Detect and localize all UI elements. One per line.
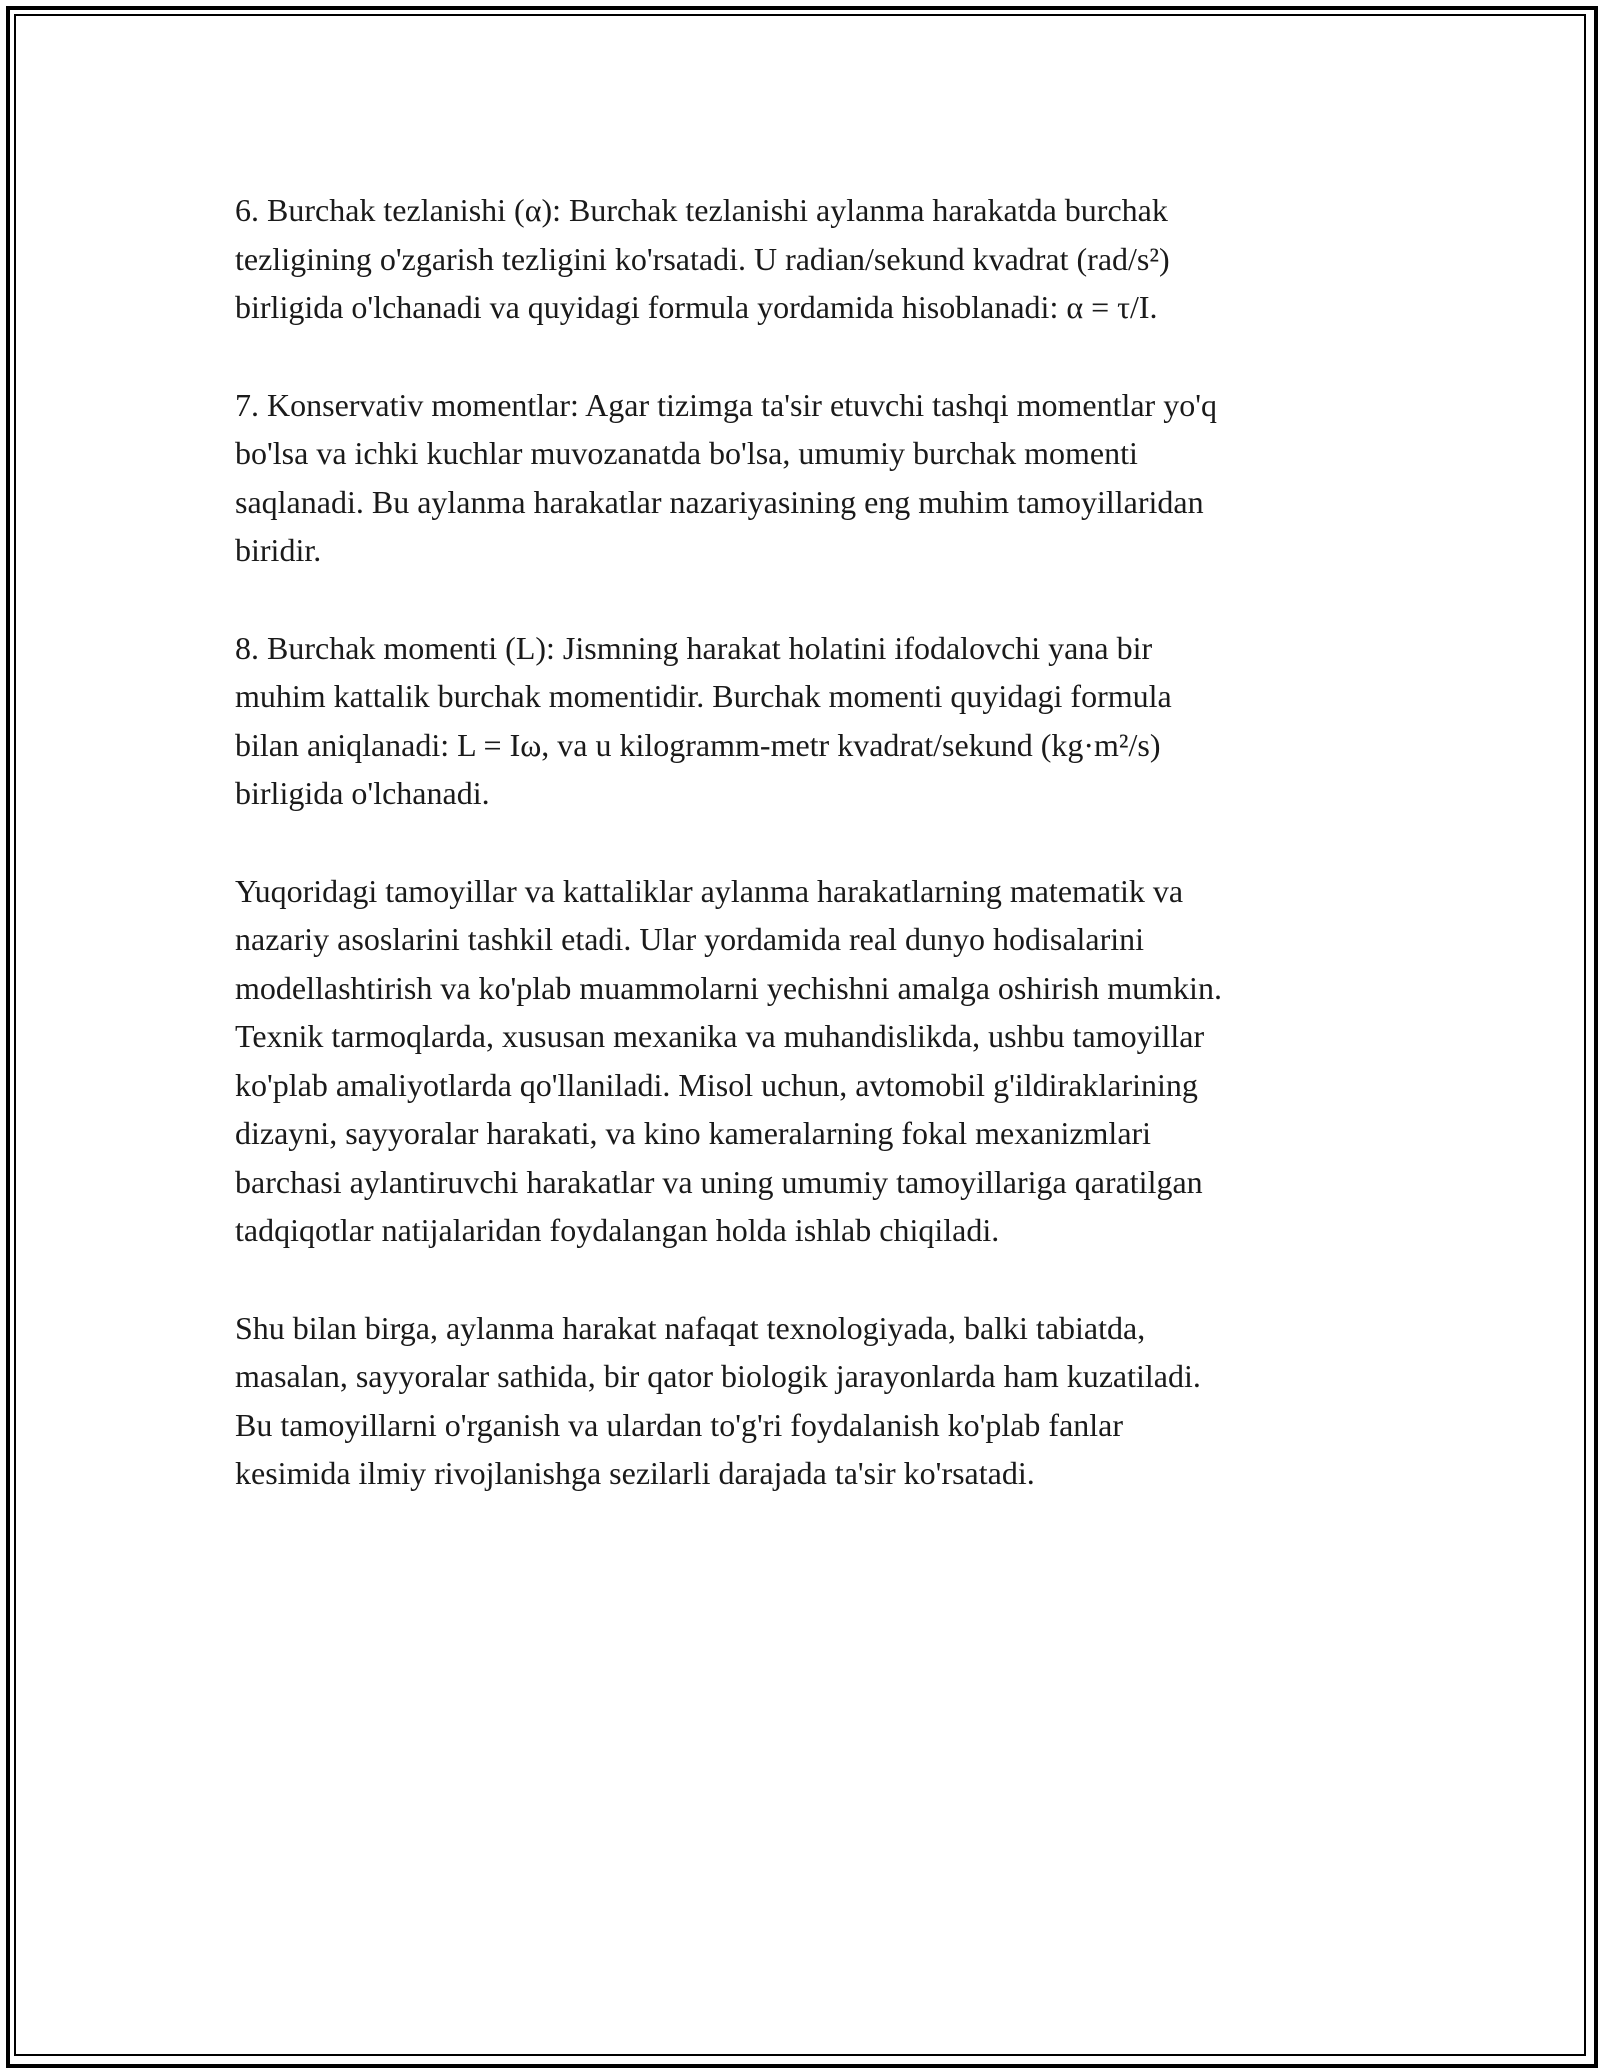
text-line: tezligining o'zgarish tezligini ko'rsatadi. U radian/sekund kvadrat (rad/s²): [235, 240, 1170, 277]
text-line: ko'plab amaliyotlarda qo'llaniladi. Misol uchun, avtomobil g'ildiraklarining: [235, 1066, 1198, 1103]
text-line: birligida o'lchanadi va quyidagi formula yordamida hisoblanadi: α = τ/I.: [235, 289, 1158, 325]
text-line: saqlanadi. Bu aylanma harakatlar nazariyasining eng muhim tamoyillaridan: [235, 483, 1204, 520]
paragraph-conclusion: [235, 1304, 1375, 1498]
paragraph-angular-momentum: [235, 624, 1375, 818]
text-line: birligida o'lchanadi.: [235, 775, 490, 811]
text-line: 7. Konservativ momentlar: Agar tizimga ta'sir etuvchi tashqi momentlar yo'q: [235, 386, 1217, 423]
text-line: bo'lsa va ichki kuchlar muvozanatda bo'lsa, umumiy burchak momenti: [235, 435, 1138, 471]
text-line: Yuqoridagi tamoyillar va kattaliklar aylanma harakatlarning matematik va: [235, 872, 1184, 909]
text-line: barchasi aylantiruvchi harakatlar va uning umumiy tamoyillariga qaratilgan: [235, 1163, 1203, 1200]
text-line: muhim kattalik burchak momentidir. Burchak momenti quyidagi formula: [235, 678, 1172, 714]
text-line: nazariy asoslarini tashkil etadi. Ular yordamida real dunyo hodisalarini: [235, 921, 1145, 957]
text-line: Texnik tarmoqlarda, xususan mexanika va muhandislikda, ushbu tamoyillar: [235, 1018, 1205, 1054]
text-line: bilan aniqlanadi: L = Iω, va u kilogramm-metr kvadrat/sekund (kg·m²/s): [235, 726, 1161, 763]
text-line: kesimida ilmiy rivojlanishga sezilarli darajada ta'sir ko'rsatadi.: [235, 1455, 1035, 1491]
paragraph-conservative-moments: [235, 381, 1375, 575]
text-line: biridir.: [235, 532, 322, 568]
text-line: tadqiqotlar natijalaridan foydalangan holda ishlab chiqiladi.: [235, 1212, 1000, 1248]
text-line: 8. Burchak momenti (L): Jismning harakat holatini ifodalovchi yana bir: [235, 629, 1153, 666]
text-line: dizayni, sayyoralar harakati, va kino kameralarning fokal mexanizmlari: [235, 1115, 1152, 1151]
paragraph-applications: [235, 867, 1375, 1255]
text-line: 6. Burchak tezlanishi (α): Burchak tezlanishi aylanma harakatda burchak: [235, 192, 1168, 228]
text-line: modellashtirish va ko'plab muammolarni yechishni amalga oshirish mumkin.: [235, 969, 1222, 1006]
document-body: [235, 186, 1375, 1547]
paragraph-angular-acceleration: [235, 186, 1375, 332]
text-line: masalan, sayyoralar sathida, bir qator biologik jarayonlarda ham kuzatiladi.: [235, 1358, 1201, 1394]
text-line: Shu bilan birga, aylanma harakat nafaqat texnologiyada, balki tabiatda,: [235, 1309, 1146, 1346]
text-line: Bu tamoyillarni o'rganish va ulardan to'g'ri foydalanish ko'plab fanlar: [235, 1406, 1124, 1443]
